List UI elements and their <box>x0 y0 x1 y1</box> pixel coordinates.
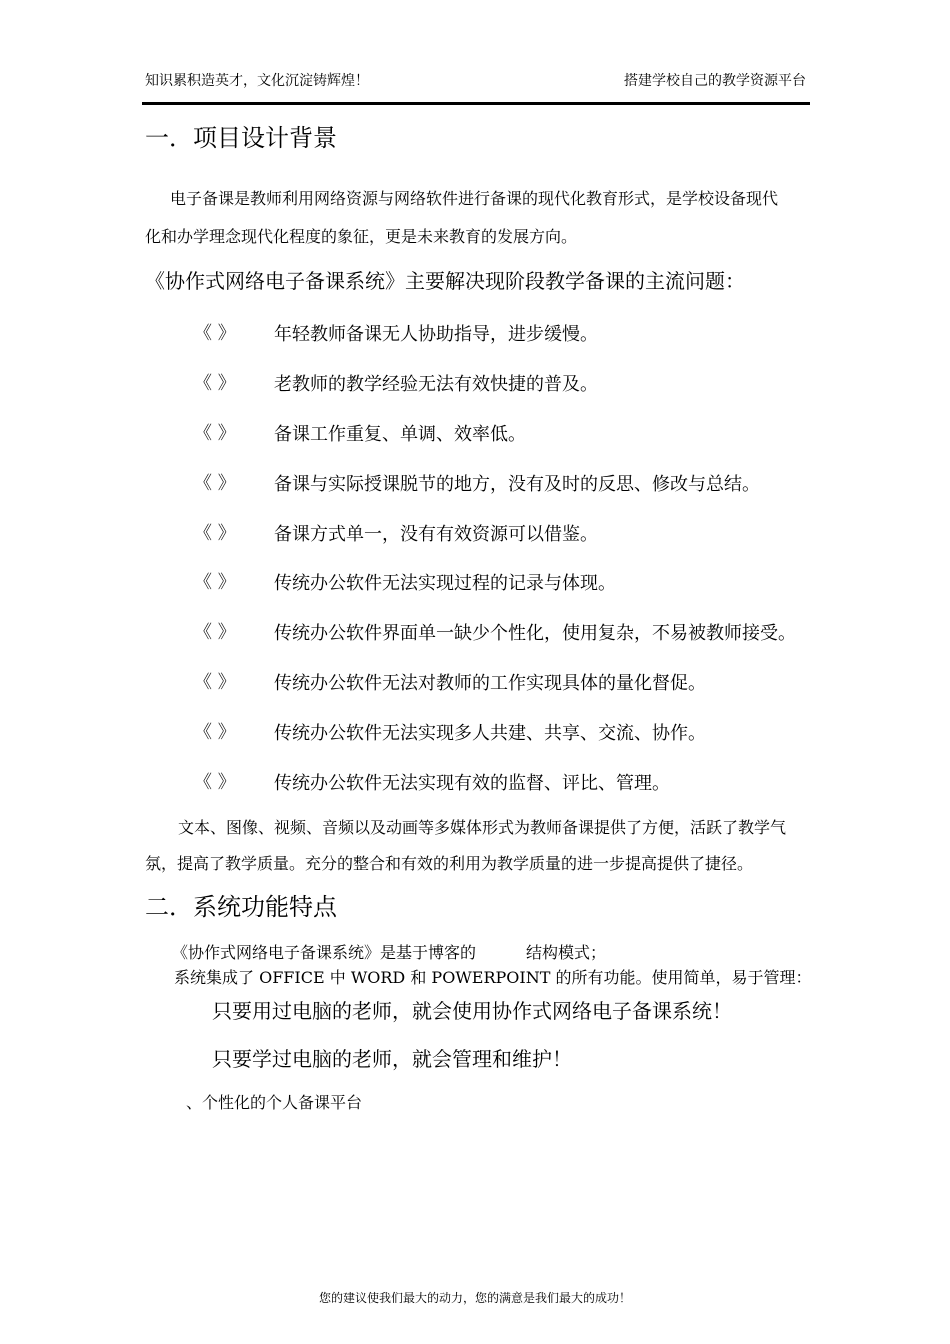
section1-intro-line1: 电子备课是教师利用网络资源与网络软件进行备课的现代化教育形式，是学校设备现代 <box>170 189 779 208</box>
header-divider <box>142 102 810 105</box>
list-item: 年轻教师备课无人协助指导，进步缓慢。 <box>274 324 598 345</box>
section1-outro-line1: 文本、图像、视频、音频以及动画等多媒体形式为教师备课提供了方便，活跃了教学气 <box>178 818 787 837</box>
footer-note: 您的建议使我们最大的动力，您的满意是我们最大的成功！ <box>318 1291 631 1305</box>
slogan-manage: 只要学过电脑的老师，就会管理和维护！ <box>212 1047 572 1071</box>
section2-heading: 二．系统功能特点 <box>145 893 337 921</box>
section1-outro-line2: 氛，提高了教学质量。充分的整合和有效的利用为教学质量的进一步提高提供了捷径。 <box>145 854 754 873</box>
header-platform-title: 搭建学校自己的教学资源平台 <box>624 73 806 89</box>
section2-line1-part2: 结构模式； <box>526 943 607 962</box>
list-item: 老教师的教学经验无法有效快捷的普及。 <box>274 374 598 395</box>
list-marker: 《 》 <box>194 772 236 793</box>
list-marker: 《 》 <box>194 423 236 444</box>
list-item: 传统办公软件无法实现有效的监督、评比、管理。 <box>274 773 670 794</box>
list-marker: 《 》 <box>194 722 236 743</box>
list-marker: 《 》 <box>194 622 236 643</box>
list-marker: 《 》 <box>194 523 236 544</box>
slogan-use: 只要用过电脑的老师，就会使用协作式网络电子备课系统！ <box>212 999 732 1023</box>
list-marker: 《 》 <box>194 572 236 593</box>
list-item: 传统办公软件无法实现多人共建、共享、交流、协作。 <box>274 723 706 744</box>
list-marker: 《 》 <box>194 473 236 494</box>
list-item: 备课方式单一，没有有效资源可以借鉴。 <box>274 524 598 545</box>
section1-intro-line2: 化和办学理念现代化程度的象征，更是未来教育的发展方向。 <box>145 227 578 246</box>
list-item: 传统办公软件无法实现过程的记录与体现。 <box>274 573 616 594</box>
section1-heading: 一．项目设计背景 <box>145 124 337 152</box>
header-motto: 知识累积造英才，文化沉淀铸辉煌！ <box>145 73 369 89</box>
section2-line2: 系统集成了 OFFICE 中 WORD 和 POWERPOINT 的所有功能。使用简单，易于管理： <box>174 968 812 987</box>
list-item: 传统办公软件界面单一缺少个性化，使用复杂，不易被教师接受。 <box>274 623 796 644</box>
list-marker: 《 》 <box>194 373 236 394</box>
section2-line1-part1: 《协作式网络电子备课系统》是基于博客的 <box>172 943 477 962</box>
section1-subtitle: 《协作式网络电子备课系统》主要解决现阶段教学备课的主流问题： <box>145 269 745 293</box>
list-item: 传统办公软件无法对教师的工作实现具体的量化督促。 <box>274 673 706 694</box>
list-item: 备课工作重复、单调、效率低。 <box>274 424 526 445</box>
list-marker: 《 》 <box>194 323 236 344</box>
list-item: 备课与实际授课脱节的地方，没有及时的反思、修改与总结。 <box>274 474 760 495</box>
list-marker: 《 》 <box>194 672 236 693</box>
section2-sub-item: 、个性化的个人备课平台 <box>186 1093 363 1112</box>
